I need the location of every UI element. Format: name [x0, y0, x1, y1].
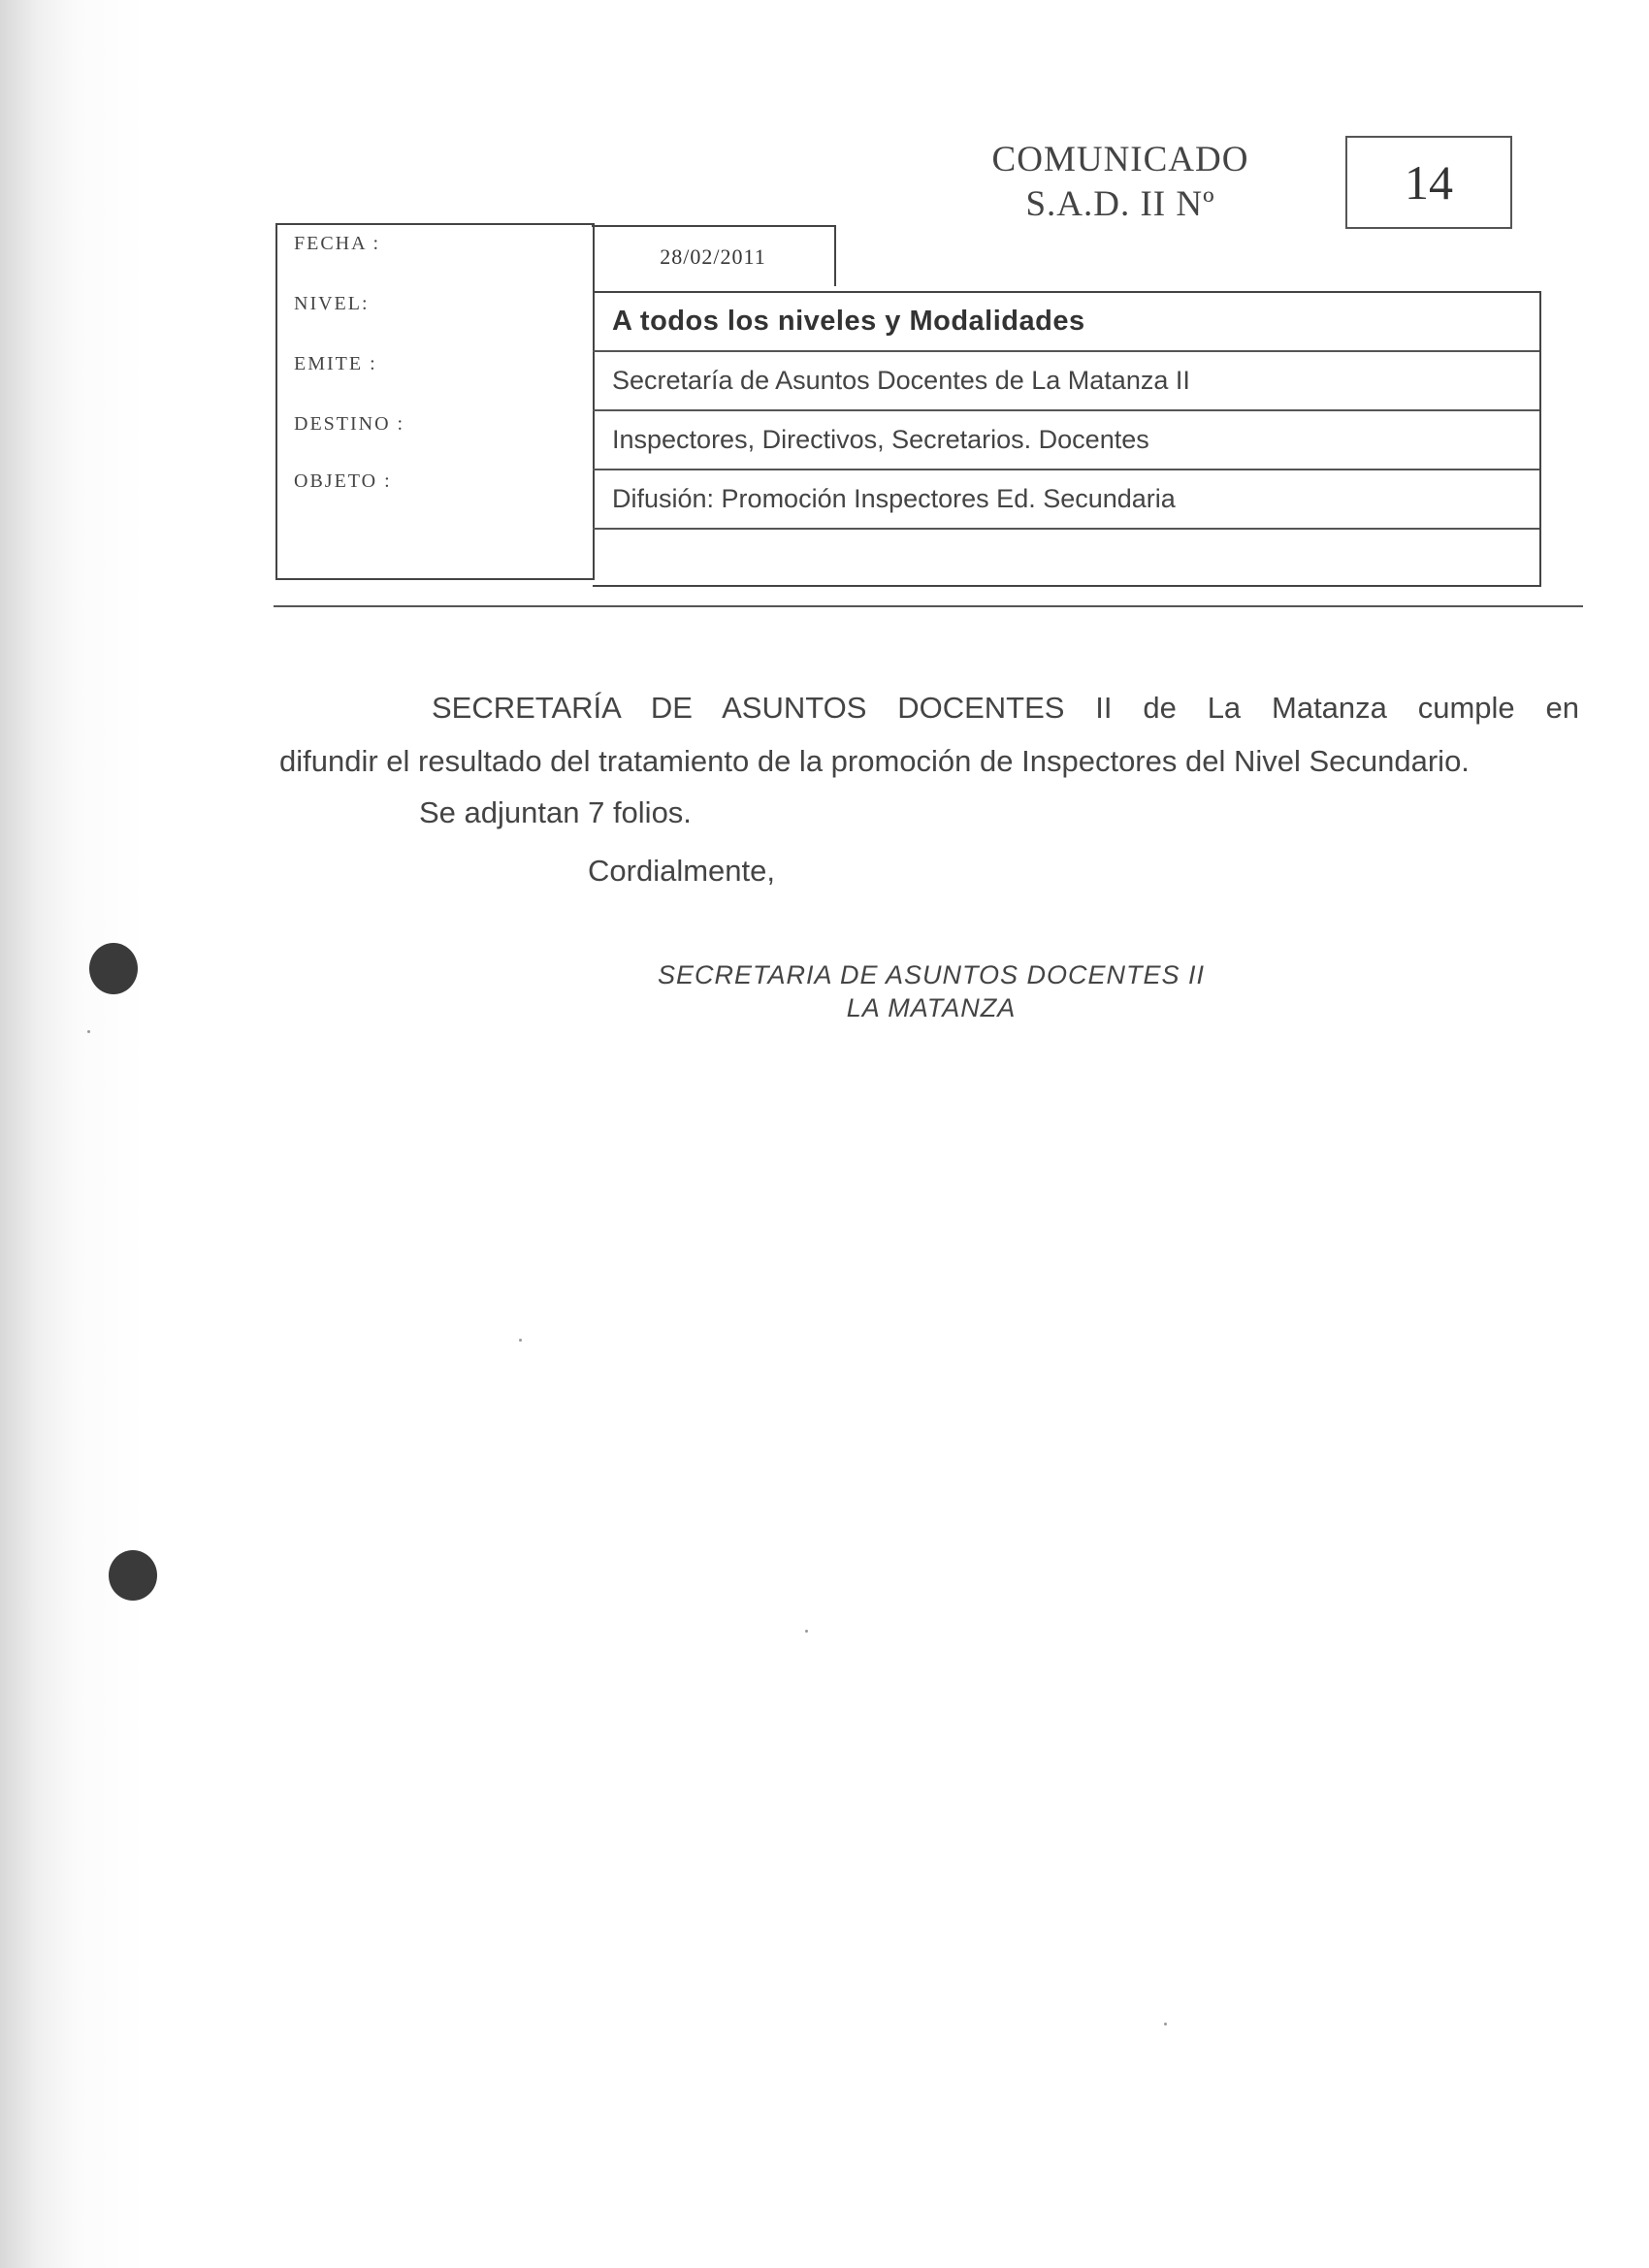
objeto-value: Difusión: Promoción Inspectores Ed. Secundaria: [593, 470, 1539, 530]
label-nivel: NIVEL:: [294, 293, 370, 314]
fecha-value: 28/02/2011: [592, 225, 836, 286]
section-divider: [274, 605, 1583, 607]
nivel-value: A todos los niveles y Modalidades: [593, 293, 1539, 352]
emite-value: Secretaría de Asuntos Docentes de La Matanza II: [593, 352, 1539, 411]
signature-line1: SECRETARIA DE ASUNTOS DOCENTES II: [657, 960, 1206, 989]
scan-speck: [1164, 2023, 1167, 2025]
label-fecha: FECHA :: [294, 233, 381, 254]
label-objeto: OBJETO :: [294, 470, 392, 492]
label-destino: DESTINO :: [294, 413, 405, 435]
form-value-table: [593, 291, 1541, 587]
label-emite: EMITE :: [294, 353, 377, 374]
closing-salutation: Cordialmente,: [588, 854, 775, 888]
punch-hole: [89, 943, 138, 994]
document-heading: [960, 138, 1280, 227]
heading-title: COMUNICADO: [991, 140, 1249, 179]
heading-subtitle: S.A.D. II Nº: [1025, 184, 1215, 224]
scan-speck: [805, 1630, 808, 1633]
punch-hole: [109, 1550, 157, 1601]
signature-line2: LA MATANZA: [846, 993, 1017, 1022]
scan-speck: [87, 1030, 90, 1033]
attachments-note: Se adjuntan 7 folios.: [419, 795, 692, 829]
scan-shadow-edge: [0, 0, 146, 2268]
destino-value: Inspectores, Directivos, Secretarios. Docentes: [593, 411, 1539, 470]
scan-speck: [519, 1339, 522, 1342]
empty-value-row: [593, 530, 1539, 589]
body-paragraph-line1: SECRETARÍA DE ASUNTOS DOCENTES II de La Matanza cumple en: [432, 691, 1579, 725]
signature-block: [621, 958, 1242, 1024]
body-paragraph-line2: difundir el resultado del tratamiento de la promoción de Inspectores del Nivel Secundario.: [279, 744, 1470, 778]
form-label-column: [275, 223, 595, 580]
communique-number: 14: [1345, 136, 1512, 229]
